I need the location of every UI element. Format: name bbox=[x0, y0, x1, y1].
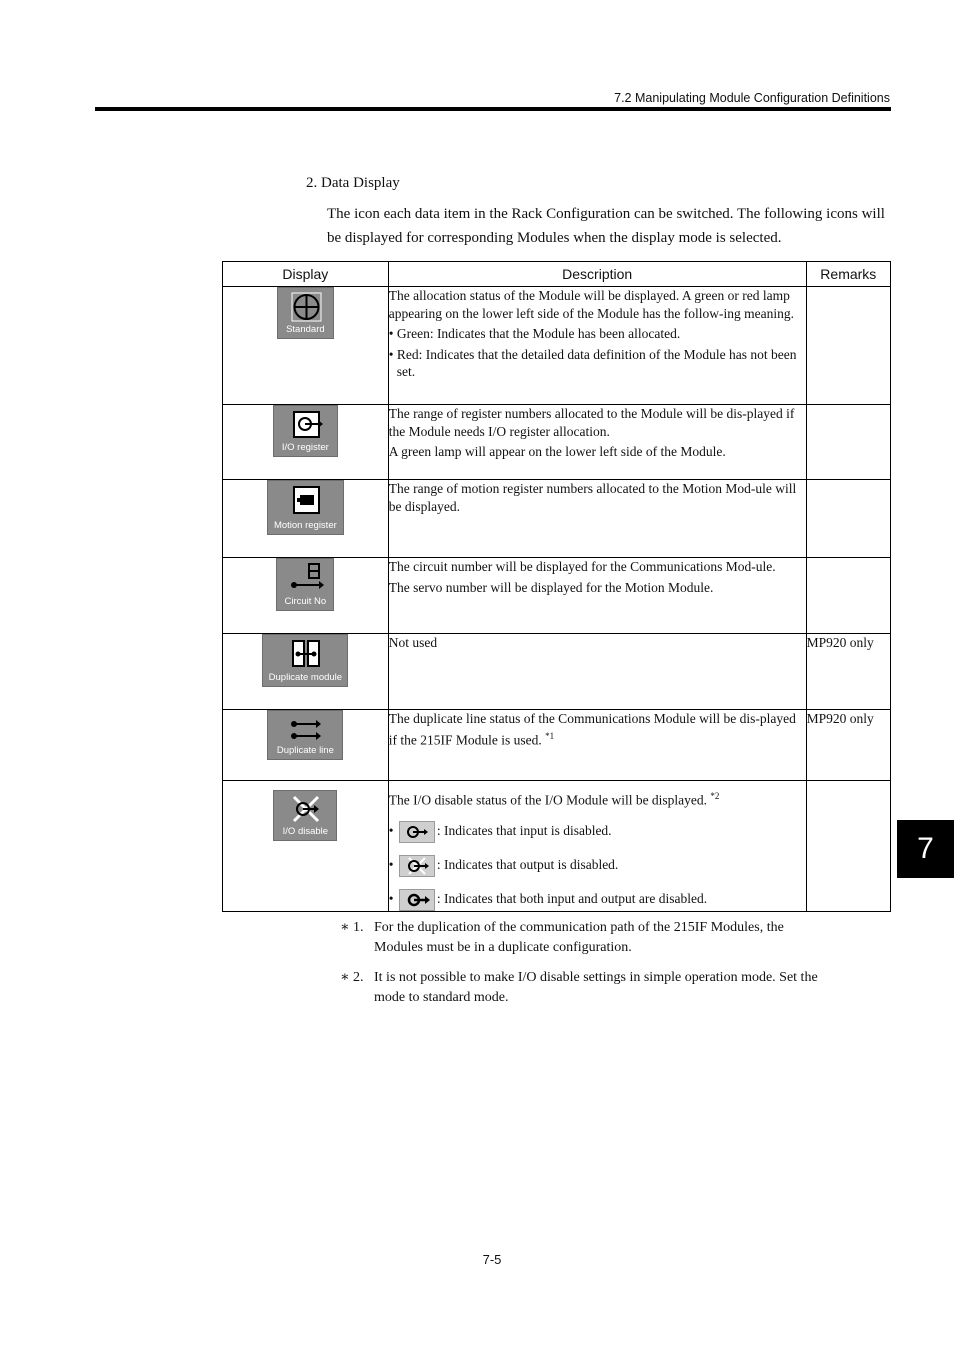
footnote bbox=[340, 968, 820, 1008]
remarks-cell bbox=[806, 480, 890, 558]
footnote-text: It is not possible to make I/O disable settings in simple operation mode. Set the mode to standard mode. bbox=[374, 970, 818, 1005]
icon-label: I/O disable bbox=[282, 826, 329, 837]
bullet-text: : Indicates that input is disabled. bbox=[436, 823, 612, 839]
description-text: The range of register numbers allocated to the Module will be dis-played if the Module needs I/O register allocation. bbox=[388, 406, 795, 439]
icon-label: Motion register bbox=[273, 520, 337, 531]
io-disable-bullet: • : Indicates that output is disabled. bbox=[389, 855, 806, 877]
description-text: A green lamp will appear on the lower left side of the Module. bbox=[388, 444, 726, 459]
output-disabled-icon bbox=[399, 855, 435, 877]
description-text: The range of motion register numbers allocated to the Motion Mod-ule will be displayed. bbox=[388, 481, 797, 514]
data-display-table bbox=[222, 261, 891, 912]
intro-paragraph: The icon each data item in the Rack Configuration can be switched. The following icons will be displayed for corresponding Modules when the display mode is selected. bbox=[327, 206, 885, 246]
table-header-row bbox=[223, 262, 891, 287]
icon-label: I/O register bbox=[281, 442, 329, 453]
header-display: Display bbox=[223, 262, 389, 287]
footnote-mark: ∗ 2. bbox=[340, 970, 364, 985]
footnotes bbox=[340, 918, 820, 1018]
remarks-cell bbox=[806, 287, 890, 405]
table-row bbox=[223, 634, 891, 710]
header-remarks: Remarks bbox=[806, 262, 890, 287]
description-text: The allocation status of the Module will be displayed. A green or red lamp appearing on the lower left side of the Module has the follow-ing meaning. bbox=[388, 288, 794, 321]
running-header: 7.2 Manipulating Module Configuration Definitions bbox=[614, 91, 890, 105]
icon-label: Standard bbox=[286, 324, 325, 335]
footnote-ref: *2 bbox=[710, 791, 720, 801]
remarks-cell: MP920 only bbox=[806, 634, 890, 710]
input-disabled-icon bbox=[399, 821, 435, 843]
description-bullet: • Green: Indicates that the Module has been allocated. bbox=[388, 326, 681, 341]
chapter-tab: 7 bbox=[897, 820, 954, 878]
description-text: The circuit number will be displayed for the Communications Mod-ule. bbox=[388, 559, 776, 574]
table-row bbox=[223, 781, 891, 912]
io-disable-bullet: • : Indicates that both input and output are disabled. bbox=[389, 889, 806, 911]
description-text: Not used bbox=[388, 635, 438, 650]
remarks-cell bbox=[806, 558, 890, 634]
bullet-text: : Indicates that both input and output are disabled. bbox=[436, 891, 708, 907]
table-row bbox=[223, 558, 891, 634]
remarks-cell bbox=[806, 781, 890, 912]
header-rule bbox=[95, 107, 891, 111]
motion-register-icon bbox=[267, 480, 344, 535]
footnote-text: For the duplication of the communication path of the 215IF Modules, the Modules must be in a duplicate configuration. bbox=[374, 920, 784, 955]
io-disable-icon bbox=[273, 790, 337, 841]
icon-label: Duplicate module bbox=[268, 672, 343, 683]
description-text: The I/O disable status of the I/O Module will be displayed. bbox=[388, 792, 708, 808]
icon-label: Duplicate line bbox=[276, 745, 334, 756]
footnote-mark: ∗ 1. bbox=[340, 920, 364, 935]
icon-label: Circuit No bbox=[284, 596, 327, 607]
page-number: 7-5 bbox=[482, 1252, 502, 1267]
both-disabled-icon bbox=[399, 889, 435, 911]
description-text: The servo number will be displayed for the Motion Module. bbox=[388, 579, 714, 595]
footnote-ref: *1 bbox=[545, 730, 555, 741]
io-register-icon bbox=[273, 405, 338, 457]
header-description: Description bbox=[388, 262, 806, 287]
circuit-no-icon bbox=[276, 558, 334, 611]
duplicate-line-icon bbox=[267, 710, 343, 760]
io-disable-bullet: • : Indicates that input is disabled. bbox=[389, 821, 806, 843]
remarks-cell: MP920 only bbox=[806, 710, 890, 781]
description-bullet: • Red: Indicates that the detailed data definition of the Module has not been set. bbox=[388, 346, 797, 379]
table-row bbox=[223, 480, 891, 558]
remarks-cell bbox=[806, 405, 890, 480]
standard-icon bbox=[277, 287, 334, 339]
bullet-text: : Indicates that output is disabled. bbox=[436, 857, 619, 873]
description-text: The duplicate line status of the Communications Module will be dis-played if the 215IF Module is used. bbox=[388, 711, 796, 747]
table-row bbox=[223, 287, 891, 405]
table-row bbox=[223, 710, 891, 781]
footnote bbox=[340, 918, 820, 958]
section-heading: 2. Data Display bbox=[306, 175, 400, 191]
duplicate-module-icon bbox=[262, 634, 348, 687]
table-row bbox=[223, 405, 891, 480]
